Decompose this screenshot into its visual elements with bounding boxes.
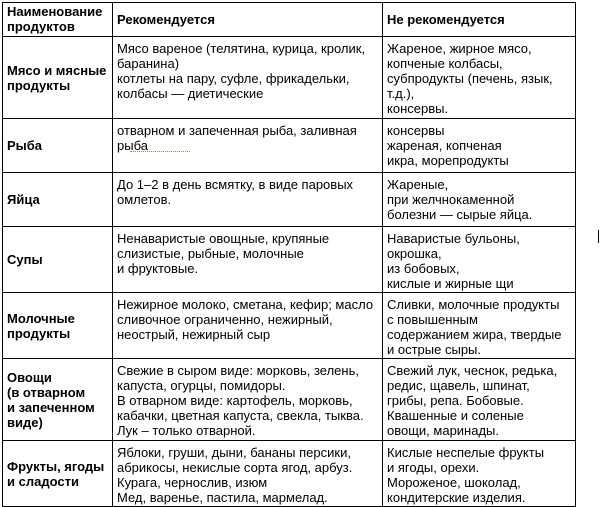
row-name: Молочные продукты: [3, 293, 113, 359]
row-recommended: Нежирное молоко, сметана, кефир; масло сливочное ограниченно, нежирный, неострый, нежирный сыр: [113, 293, 383, 359]
header-name: Наименование продуктов: [3, 3, 113, 37]
row-recommended: Ненаваристые овощные, крупяные слизистые, рыбные, молочные и фруктовые.: [113, 227, 383, 293]
row-name: Рыба: [3, 119, 113, 173]
row-name: Супы: [3, 227, 113, 293]
row-name: Фрукты, ягоды и сладости: [3, 441, 113, 507]
row-recommended: До 1–2 в день всмятку, в виде паровых омлетов.: [113, 173, 383, 227]
row-recommended: Свежие в сыром виде: морковь, зелень, капуста, огурцы, помидоры. В отварном виде: картофель, морковь, кабачки, цветная капуста, свекла, тыква. Лук – только отварной.: [113, 359, 383, 441]
row-recommended: Мясо вареное (телятина, курица, кролик, баранина) котлеты на пару, суфле, фрикадельки, колбасы — диетические: [113, 37, 383, 119]
row-name: Овощи (в отварном и запеченном виде): [3, 359, 113, 441]
table-row: [3, 227, 576, 293]
text-cursor: [598, 230, 599, 243]
row-not-recommended: Наваристые бульоны, окрошка, из бобовых, кислые и жирные щи: [383, 227, 576, 293]
row-not-recommended: консервы жареная, копченая икра, морепродукты: [383, 119, 576, 173]
row-name: Мясо и мясные продукты: [3, 37, 113, 119]
table-row: [3, 293, 576, 359]
row-not-recommended: Кислые неспелые фрукты и ягоды, орехи. Мороженое, шоколад, кондитерские изделия.: [383, 441, 576, 507]
spellcheck-underline: [130, 151, 190, 152]
table-row: [3, 359, 576, 441]
table-row: [3, 441, 576, 507]
diet-table: [2, 2, 576, 507]
row-not-recommended: Жареные, при желчнокаменной болезни — сырые яйца.: [383, 173, 576, 227]
row-not-recommended: Жареное, жирное мясо, копченые колбасы, субпродукты (печень, язык, т.д.), консервы.: [383, 37, 576, 119]
header-recommended: Рекомендуется: [113, 3, 383, 37]
row-not-recommended: Сливки, молочные продукты с повышенным содержанием жира, твердые и острые сыры.: [383, 293, 576, 359]
row-recommended: отварном и запеченная рыба, заливная рыба: [113, 119, 383, 173]
table-row: [3, 173, 576, 227]
header-row: [3, 3, 576, 37]
row-name: Яйца: [3, 173, 113, 227]
table-row: [3, 37, 576, 119]
row-not-recommended: Свежий лук, чеснок, редька, редис, щавель, шпинат, грибы, репа. Бобовые. Квашенные и соленые овощи, маринады.: [383, 359, 576, 441]
row-recommended: Яблоки, груши, дыни, бананы персики, абрикосы, некислые сорта ягод, арбуз. Курага, чернослив, изюм Мед, варенье, пастила, мармелад.: [113, 441, 383, 507]
header-not-recommended: Не рекомендуется: [383, 3, 576, 37]
table-row: [3, 119, 576, 173]
